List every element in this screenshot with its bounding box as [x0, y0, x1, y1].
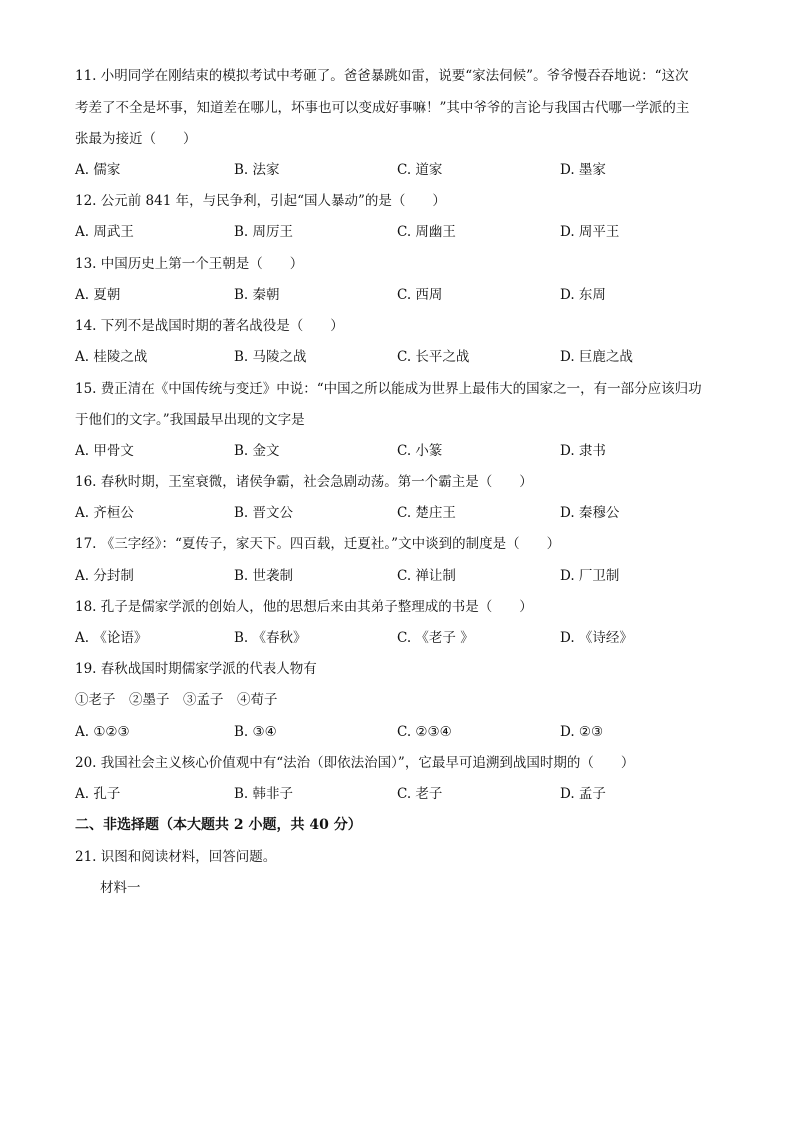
option-b: B. 世袭制 — [234, 568, 294, 584]
option-a: A. 分封制 — [75, 568, 134, 584]
option-a: A. 周武王 — [75, 224, 134, 240]
material-one-label: 材料一 — [100, 880, 141, 896]
question-20-stem: 20. 我国社会主义核心价值观中有“法治（即依法治国）”，它最早可追溯到战国时期的（ ） — [75, 755, 635, 771]
option-d: D. 墨家 — [560, 162, 606, 178]
question-18-stem: 18. 孔子是儒家学派的创始人，他的思想后来由其弟子整理成的书是（ ） — [75, 599, 533, 615]
option-a: A. 齐桓公 — [75, 505, 134, 521]
option-c: C. 西周 — [397, 287, 443, 303]
question-21-stem: 21. 识图和阅读材料，回答问题。 — [75, 849, 277, 865]
option-d: D. 隶书 — [560, 443, 606, 459]
question-19-stem: 19. 春秋战国时期儒家学派的代表人物有 — [75, 661, 317, 677]
option-b: B. 周厉王 — [234, 224, 294, 240]
question-15-line-1: 15. 费正清在《中国传统与变迁》中说：“中国之所以能成为世界上最伟大的国家之一，有一部分应该归功 — [75, 381, 702, 397]
option-a: A. 夏朝 — [75, 287, 121, 303]
question-14-stem: 14. 下列不是战国时期的著名战役是（ ） — [75, 318, 344, 334]
option-d: D. 周平王 — [560, 224, 620, 240]
question-11-line-1: 11. 小明同学在刚结束的模拟考试中考砸了。爸爸暴跳如雷，说要“家法伺候”。爷爷慢吞吞地说：“这次 — [75, 68, 689, 84]
option-a: A. 孔子 — [75, 786, 121, 802]
option-b: B. 法家 — [234, 162, 280, 178]
option-c: C. 禅让制 — [397, 568, 456, 584]
question-11-line-3: 张最为接近（ ） — [75, 131, 197, 147]
question-18-options — [75, 628, 725, 648]
option-a: A. 儒家 — [75, 162, 121, 178]
question-16-stem: 16. 春秋时期，王室衰微，诸侯争霸，社会急剧动荡。第一个霸主是（ ） — [75, 474, 533, 490]
question-17-options — [75, 566, 725, 586]
option-d: D. 东周 — [560, 287, 606, 303]
option-d: D. 巨鹿之战 — [560, 349, 633, 365]
option-c: C. 长平之战 — [397, 349, 470, 365]
option-c: C. 道家 — [397, 162, 443, 178]
question-12-options — [75, 222, 725, 242]
option-d: D. 《诗经》 — [560, 630, 633, 646]
option-b: B. 晋文公 — [234, 505, 294, 521]
option-b: B. 韩非子 — [234, 786, 294, 802]
option-a: A. 桂陵之战 — [75, 349, 148, 365]
option-c: C. 《老子 》 — [397, 630, 474, 646]
option-d: D. 秦穆公 — [560, 505, 620, 521]
question-11-options — [75, 160, 725, 180]
option-b: B. ③④ — [234, 724, 277, 740]
question-20-options — [75, 784, 725, 804]
question-16-options — [75, 503, 725, 523]
question-13-options — [75, 285, 725, 305]
option-c: C. 小篆 — [397, 443, 443, 459]
question-14-options — [75, 347, 725, 367]
option-d: D. 厂卫制 — [560, 568, 620, 584]
question-11-line-2: 考差了不全是坏事，知道差在哪儿，坏事也可以变成好事嘛！”其中爷爷的言论与我国古代哪一学派的主 — [75, 100, 690, 116]
option-b: B. 金文 — [234, 443, 280, 459]
option-c: C. ②③④ — [397, 724, 452, 740]
option-b: B. 马陵之战 — [234, 349, 307, 365]
question-15-line-2: 于他们的文字。”我国最早出现的文字是 — [75, 412, 305, 428]
section-title: 二、非选择题（本大题共 2 小题，共 40 分） — [75, 817, 362, 833]
option-b: B. 《春秋》 — [234, 630, 307, 646]
question-12-stem: 12. 公元前 841 年，与民争利，引起“国人暴动”的是（ ） — [75, 193, 446, 209]
question-17-stem: 17. 《三字经》：“夏传子，家天下。四百载，迁夏社。”文中谈到的制度是（ ） — [75, 536, 561, 552]
option-c: C. 楚庄王 — [397, 505, 456, 521]
option-d: D. 孟子 — [560, 786, 606, 802]
option-d: D. ②③ — [560, 724, 604, 740]
option-c: C. 老子 — [397, 786, 443, 802]
question-13-stem: 13. 中国历史上第一个王朝是（ ） — [75, 256, 304, 272]
question-19-options — [75, 722, 725, 742]
option-a: A. 甲骨文 — [75, 443, 134, 459]
question-15-options — [75, 441, 725, 461]
option-c: C. 周幽王 — [397, 224, 456, 240]
question-19-choices-list: ①老子 ②墨子 ③孟子 ④荀子 — [75, 692, 278, 708]
option-b: B. 秦朝 — [234, 287, 280, 303]
option-a: A. ①②③ — [75, 724, 130, 740]
option-a: A. 《论语》 — [75, 630, 148, 646]
